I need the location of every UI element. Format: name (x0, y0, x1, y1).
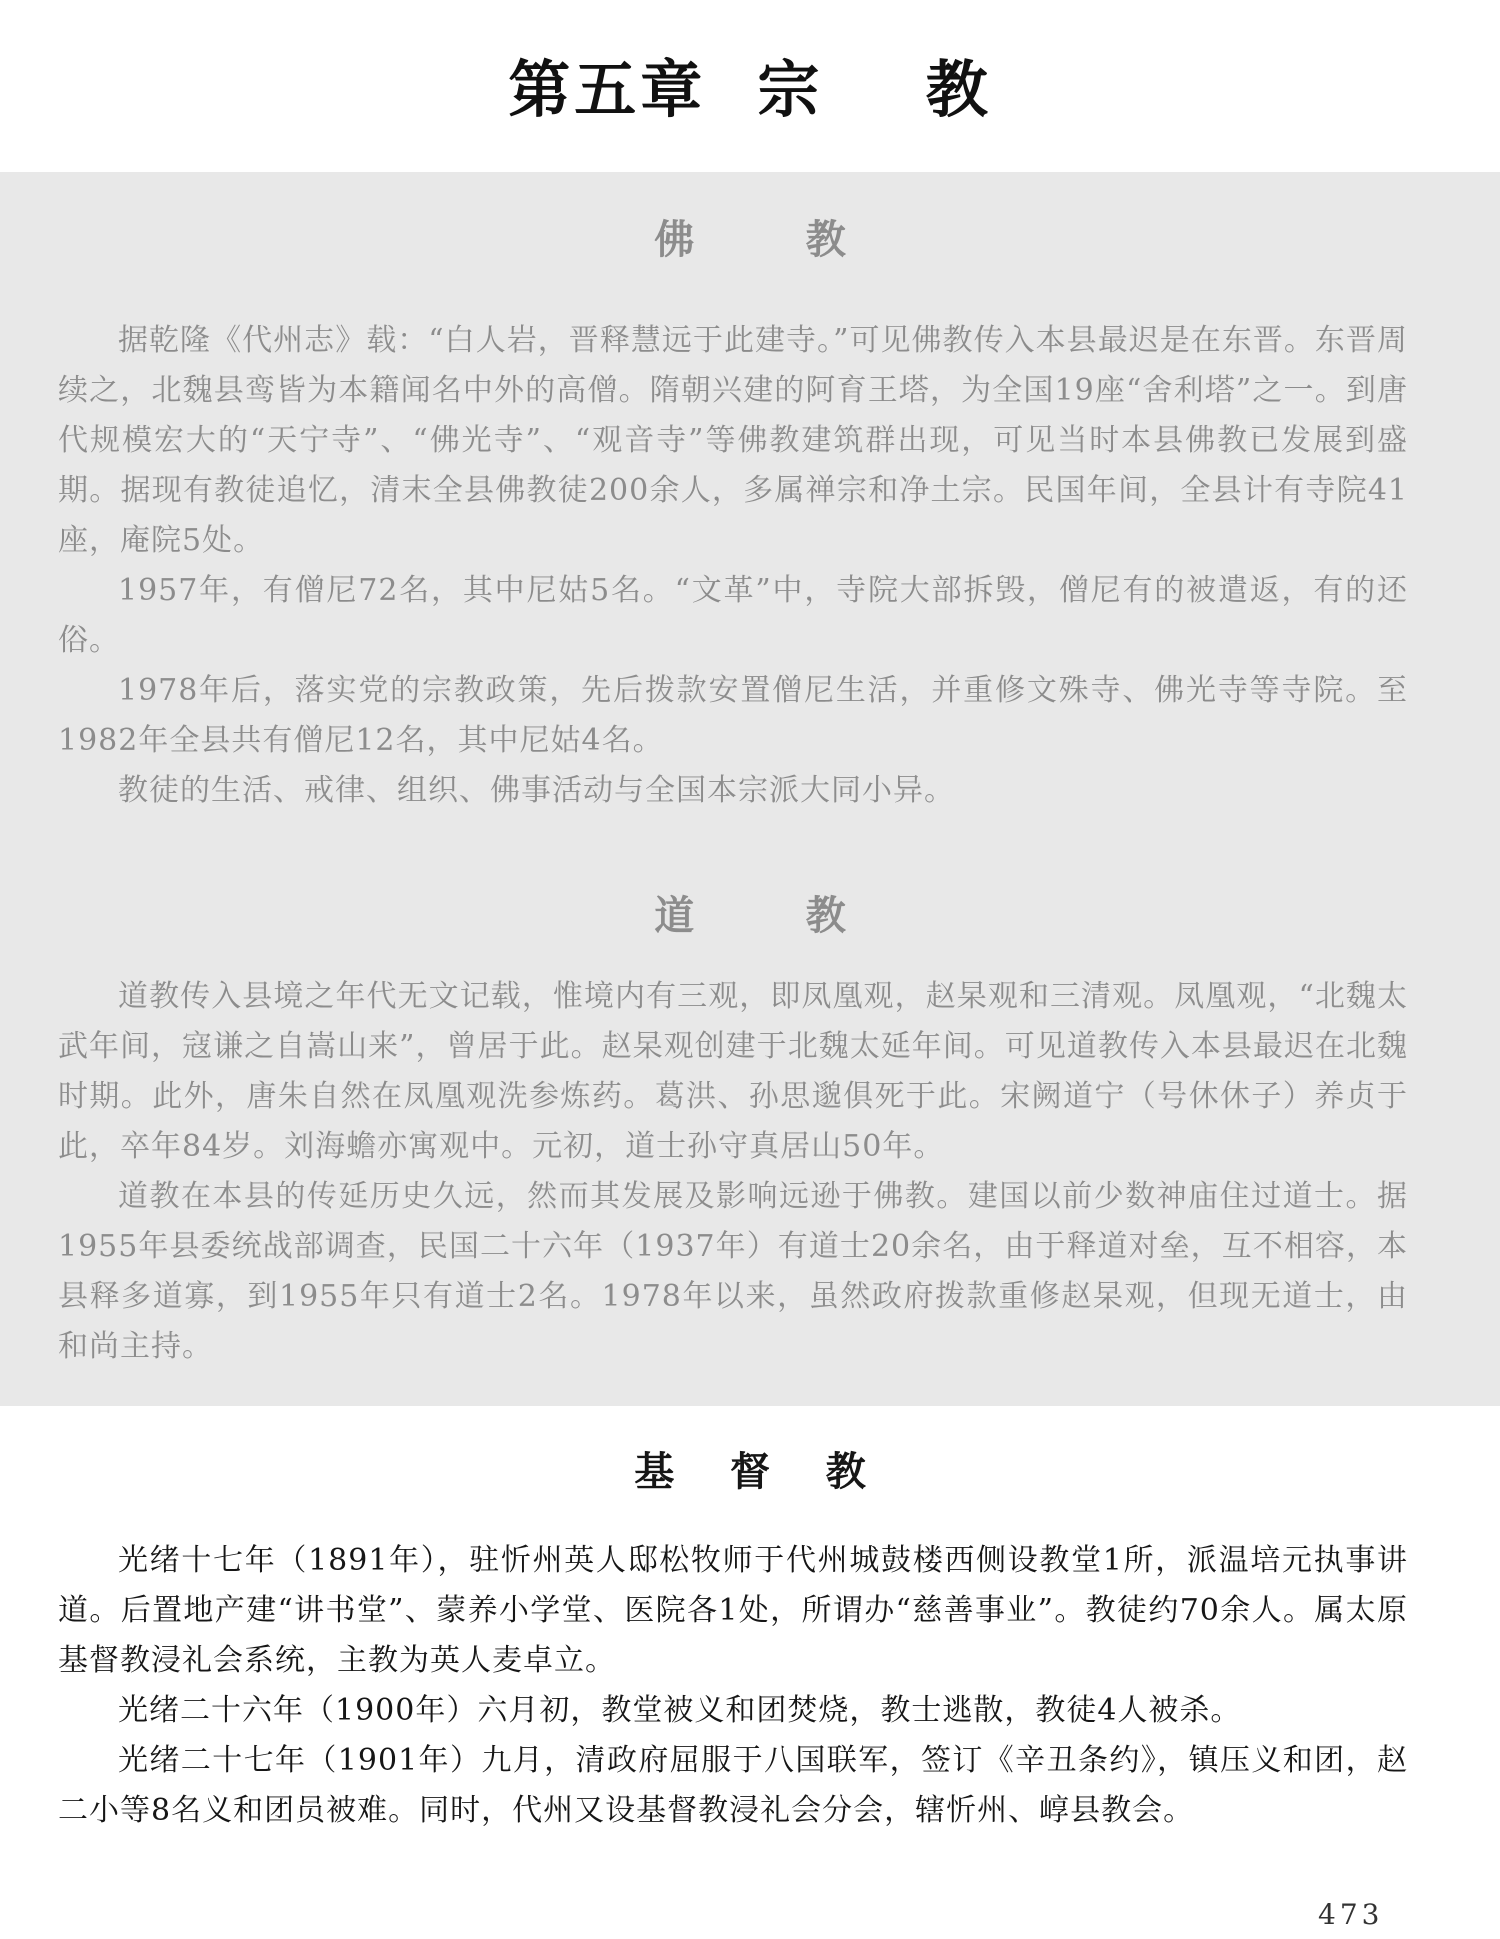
section-heading-buddhism: 佛 教 (654, 217, 846, 263)
paragraph: 道教传入县境之年代无文记载，惟境内有三观，即凤凰观，赵杲观和三清观。凤凰观，“北魏太武年间，寇谦之自嵩山来”，曾居于此。赵杲观创建于北魏太延年间。可见道教传入本县最迟在北魏时期。此外，唐朱自然在凤凰观洗参炼药。葛洪、孙思邈俱死于此。宋阙道宁（号休休子）养贞于此，卒年84岁。刘海蟾亦寓观中。元初，道士孙守真居山50年。 (58, 979, 1408, 1164)
paragraph: 光绪二十六年（1900年）六月初，教堂被义和团焚烧，教士逃散，教徒4人被杀。 (118, 1693, 1242, 1728)
chapter-title: 第五章 宗 教 (508, 53, 992, 126)
section-body-taoism (58, 972, 1408, 1372)
paragraph: 道教在本县的传延历史久远，然而其发展及影响远逊于佛教。建国以前少数神庙住过道士。据1955年县委统战部调查，民国二十六年（1937年）有道士20余名，由于释道对垒，互不相容，本县释多道寡，到1955年只有道士2名。1978年以来，虽然政府拨款重修赵杲观，但现无道士，由和尚主持。 (58, 1179, 1408, 1364)
section-heading-christianity: 基 督 教 (634, 1449, 866, 1495)
paragraph: 光绪十七年（1891年），驻忻州英人邸松牧师于代州城鼓楼西侧设教堂1所，派温培元执事讲道。后置地产建“讲书堂”、蒙养小学堂、医院各1处，所谓办“慈善事业”。教徒约70余人。属太原基督教浸礼会系统，主教为英人麦卓立。 (58, 1543, 1408, 1678)
section-heading-taoism: 道 教 (654, 893, 846, 939)
page-number: 473 (1318, 1898, 1384, 1931)
section-body-christianity (58, 1536, 1408, 1836)
section-body-buddhism (58, 316, 1408, 816)
paragraph: 1957年，有僧尼72名，其中尼姑5名。“文革”中，寺院大部拆毁，僧尼有的被遣返，有的还俗。 (58, 573, 1408, 658)
paragraph: 据乾隆《代州志》载：“白人岩，晋释慧远于此建寺。”可见佛教传入本县最迟是在东晋。东晋周续之，北魏县鸾皆为本籍闻名中外的高僧。隋朝兴建的阿育王塔，为全国19座“舍利塔”之一。到唐代规模宏大的“天宁寺”、“佛光寺”、“观音寺”等佛教建筑群出现，可见当时本县佛教已发展到盛期。据现有教徒追忆，清末全县佛教徒200余人，多属禅宗和净土宗。民国年间，全县计有寺院41座，庵院5处。 (58, 323, 1408, 558)
faded-region (0, 172, 1500, 1406)
paragraph: 光绪二十七年（1901年）九月，清政府屈服于八国联军，签订《辛丑条约》，镇压义和团，赵二小等8名义和团员被难。同时，代州又设基督教浸礼会分会，辖忻州、崞县教会。 (58, 1743, 1408, 1828)
paragraph: 教徒的生活、戒律、组织、佛事活动与全国本宗派大同小异。 (118, 773, 955, 808)
paragraph: 1978年后，落实党的宗教政策，先后拨款安置僧尼生活，并重修文殊寺、佛光寺等寺院。至1982年全县共有僧尼12名，其中尼姑4名。 (58, 673, 1408, 758)
